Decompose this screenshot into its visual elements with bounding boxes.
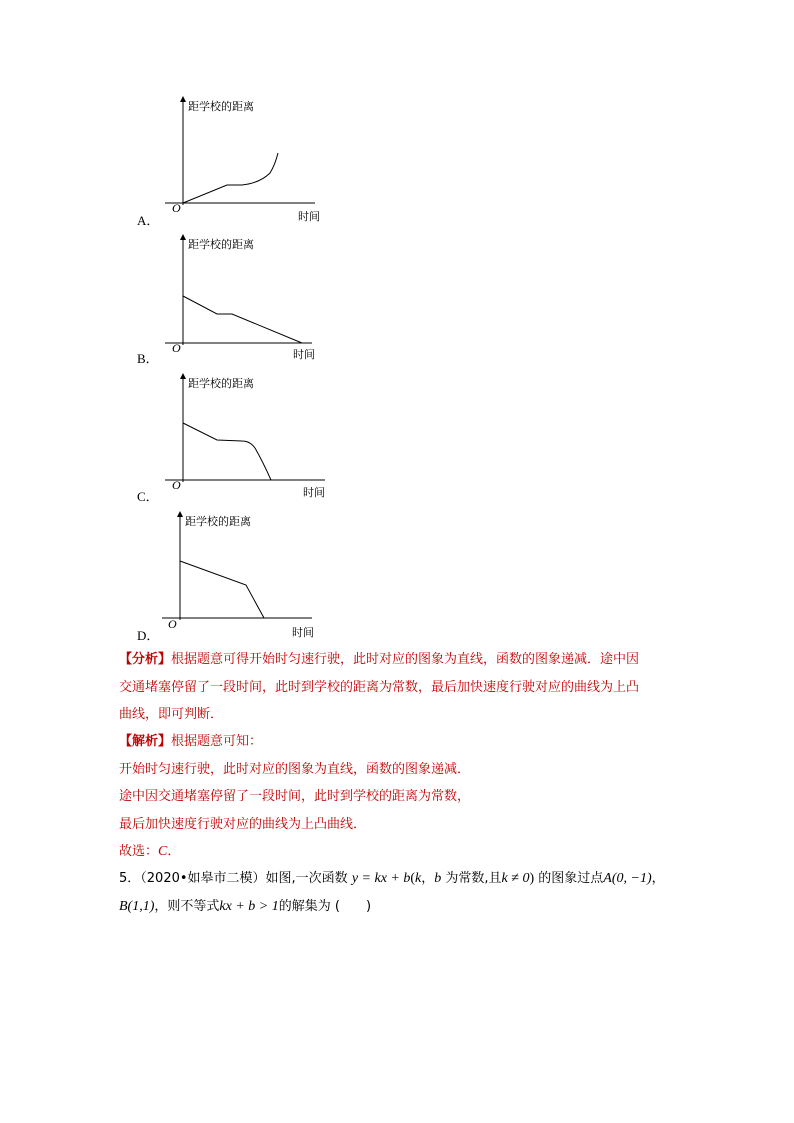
condition: k ≠ 0 [501, 871, 530, 886]
solution-line-2 [119, 788, 470, 806]
point-b: B(1,1) [119, 899, 155, 914]
analysis-line-1 [119, 651, 639, 669]
distance-curve [183, 423, 271, 480]
graph-d-svg [130, 510, 350, 645]
paren-close: ) [529, 871, 535, 886]
y-axis-label: 距学校的距离 [188, 377, 254, 390]
question-5-line-2 [119, 898, 371, 916]
separator: ， [421, 871, 435, 886]
distance-curve [183, 153, 278, 203]
analysis-line-3 [119, 706, 223, 724]
x-axis-label: 时间 [293, 348, 315, 361]
analysis-line-2 [119, 679, 639, 697]
var-b: b [434, 871, 442, 886]
solution-tag: 【解析】 [119, 734, 172, 749]
origin-label: O [172, 341, 181, 355]
option-a-graph [130, 95, 350, 230]
analysis-tag: 【分析】 [119, 652, 172, 667]
analysis-text-2: 交通堵塞停留了一段时间，此时到学校的距离为常数，最后加快速度行驶对应的曲线为上凸 [119, 680, 640, 695]
solution-line-intro [119, 733, 262, 751]
solution-intro: 根据题意可知： [171, 734, 263, 749]
comma: ， [651, 871, 665, 886]
distance-curve [180, 561, 264, 618]
question-source: （2020•如皋市二模）如图,一次函数 [140, 871, 348, 886]
paren-open: ( [410, 871, 416, 886]
y-axis-label: 距学校的距离 [188, 238, 254, 251]
option-c-graph [130, 372, 350, 507]
option-c-label[interactable]: C． [137, 489, 159, 504]
graph-b-svg [130, 233, 350, 368]
function-formula: y = kx + b [351, 871, 411, 886]
solution-line-1 [119, 761, 470, 779]
y-axis-label: 距学校的距离 [185, 515, 251, 528]
constant-text: 为常数,且 [445, 871, 502, 886]
answer-suffix: ． [167, 844, 181, 859]
solution-text-2: 途中因交通堵塞停留了一段时间，此时到学校的距离为常数， [119, 789, 471, 804]
solution-text-3: 最后加快速度行驶对应的曲线为上凸曲线． [119, 817, 367, 832]
x-axis-label: 时间 [303, 486, 325, 499]
y-axis-label: 距学校的距离 [188, 100, 254, 113]
analysis-text-3: 曲线，即可判断． [119, 707, 224, 722]
analysis-text-1: 根据题意可得开始时匀速行驶，此时对应的图象为直线，函数的图象递减．途中因 [171, 652, 640, 667]
x-axis-label: 时间 [298, 210, 320, 223]
point-a: A(0, −1) [603, 871, 652, 886]
solution-line-3 [119, 816, 366, 834]
answer-prefix: 故选： [119, 844, 159, 859]
question-number: 5． [119, 871, 141, 886]
var-k: k [415, 871, 422, 886]
option-b-graph [130, 233, 350, 368]
option-b-label[interactable]: B． [137, 351, 159, 366]
inequality: kx + b > 1 [219, 899, 279, 914]
origin-label: O [168, 617, 177, 631]
distance-curve [183, 296, 302, 343]
x-axis-label: 时间 [292, 626, 314, 639]
question-5-line-1 [119, 870, 665, 888]
origin-label: O [172, 201, 181, 215]
then-text: ，则不等式 [154, 899, 220, 914]
option-d-graph [130, 510, 350, 645]
solution-text-1: 开始时匀速行驶，此时对应的图象为直线，函数的图象递减． [119, 762, 471, 777]
question-tail: 的解集为 ( ) [278, 899, 372, 914]
origin-label: O [172, 478, 181, 492]
option-d-label[interactable]: D． [137, 628, 160, 643]
solution-answer-line [119, 843, 180, 861]
answer-choice: C [158, 844, 168, 859]
pass-text: 的图象过点 [538, 871, 604, 886]
option-a-label[interactable]: A． [137, 213, 160, 228]
